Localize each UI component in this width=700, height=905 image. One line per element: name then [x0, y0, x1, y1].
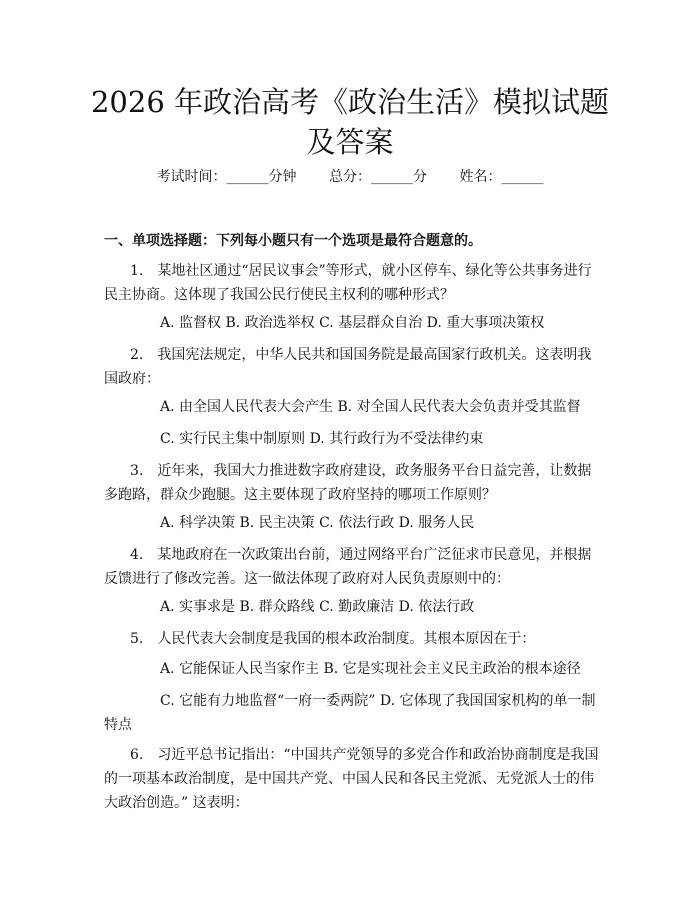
question-1-stem: 1. 某地社区通过“居民议事会”等形式，就小区停车、绿化等公共事务进行民主协商。这体现了我国公民行使民主权利的哪种形式？ [104, 263, 592, 303]
question-5-stem: 5. 人民代表大会制度是我国的根本政治制度。其根本原因在于： [130, 631, 536, 647]
page-title: 2026 年政治高考《政治生活》模拟试题及答案 [90, 85, 610, 159]
total-score-field: 总分：______分 [329, 169, 427, 185]
question-4-options: A. 实事求是 B. 群众路线 C. 勤政廉洁 D. 依法行政 [160, 599, 475, 615]
question-2-stem: 2. 我国宪法规定，中华人民共和国国务院是最高国家行政机关。这表明我国政府： [104, 347, 592, 387]
question-5-options-row-2: C. 它能有力地监督“一府一委两院” D. 它体现了我国国家机构的单一制特点 [104, 693, 596, 733]
question-1-options: A. 监督权 B. 政治选举权 C. 基层群众自治 D. 重大事项决策权 [160, 315, 545, 331]
section-heading: 一、单项选择题：下列每小题只有一个选项是最符合题意的。 [104, 233, 482, 249]
question-5-options-row-1: A. 它能保证人民当家作主 B. 它是实现社会主义民主政治的根本途径 [160, 661, 581, 677]
student-name-field: 姓名：______ [459, 169, 544, 185]
question-4-stem: 4. 某地政府在一次政策出台前，通过网络平台广泛征求市民意见，并根据反馈进行了修改完善。这一做法体现了政府对人民负责原则中的： [104, 547, 592, 587]
exam-time-field: 考试时间：______分钟 [156, 169, 297, 185]
question-3-options: A. 科学决策 B. 民主决策 C. 依法行政 D. 服务人民 [160, 515, 475, 531]
question-2-options-row-1: A. 由全国人民代表大会产生 B. 对全国人民代表大会负责并受其监督 [160, 399, 581, 415]
exam-meta [0, 167, 700, 187]
question-3-stem: 3. 近年来，我国大力推进数字政府建设，政务服务平台日益完善，让数据多跑路，群众少跑腿。这主要体现了政府坚持的哪项工作原则？ [104, 463, 592, 503]
question-2-options-row-2: C. 实行民主集中制原则 D. 其行政行为不受法律约束 [160, 431, 484, 447]
question-6-stem: 6. 习近平总书记指出：“中国共产党领导的多党合作和政治协商制度是我国的一项基本政治制度，是中国共产党、中国人民和各民主党派、无党派人士的伟大政治创造。” 这表明： [104, 747, 599, 811]
